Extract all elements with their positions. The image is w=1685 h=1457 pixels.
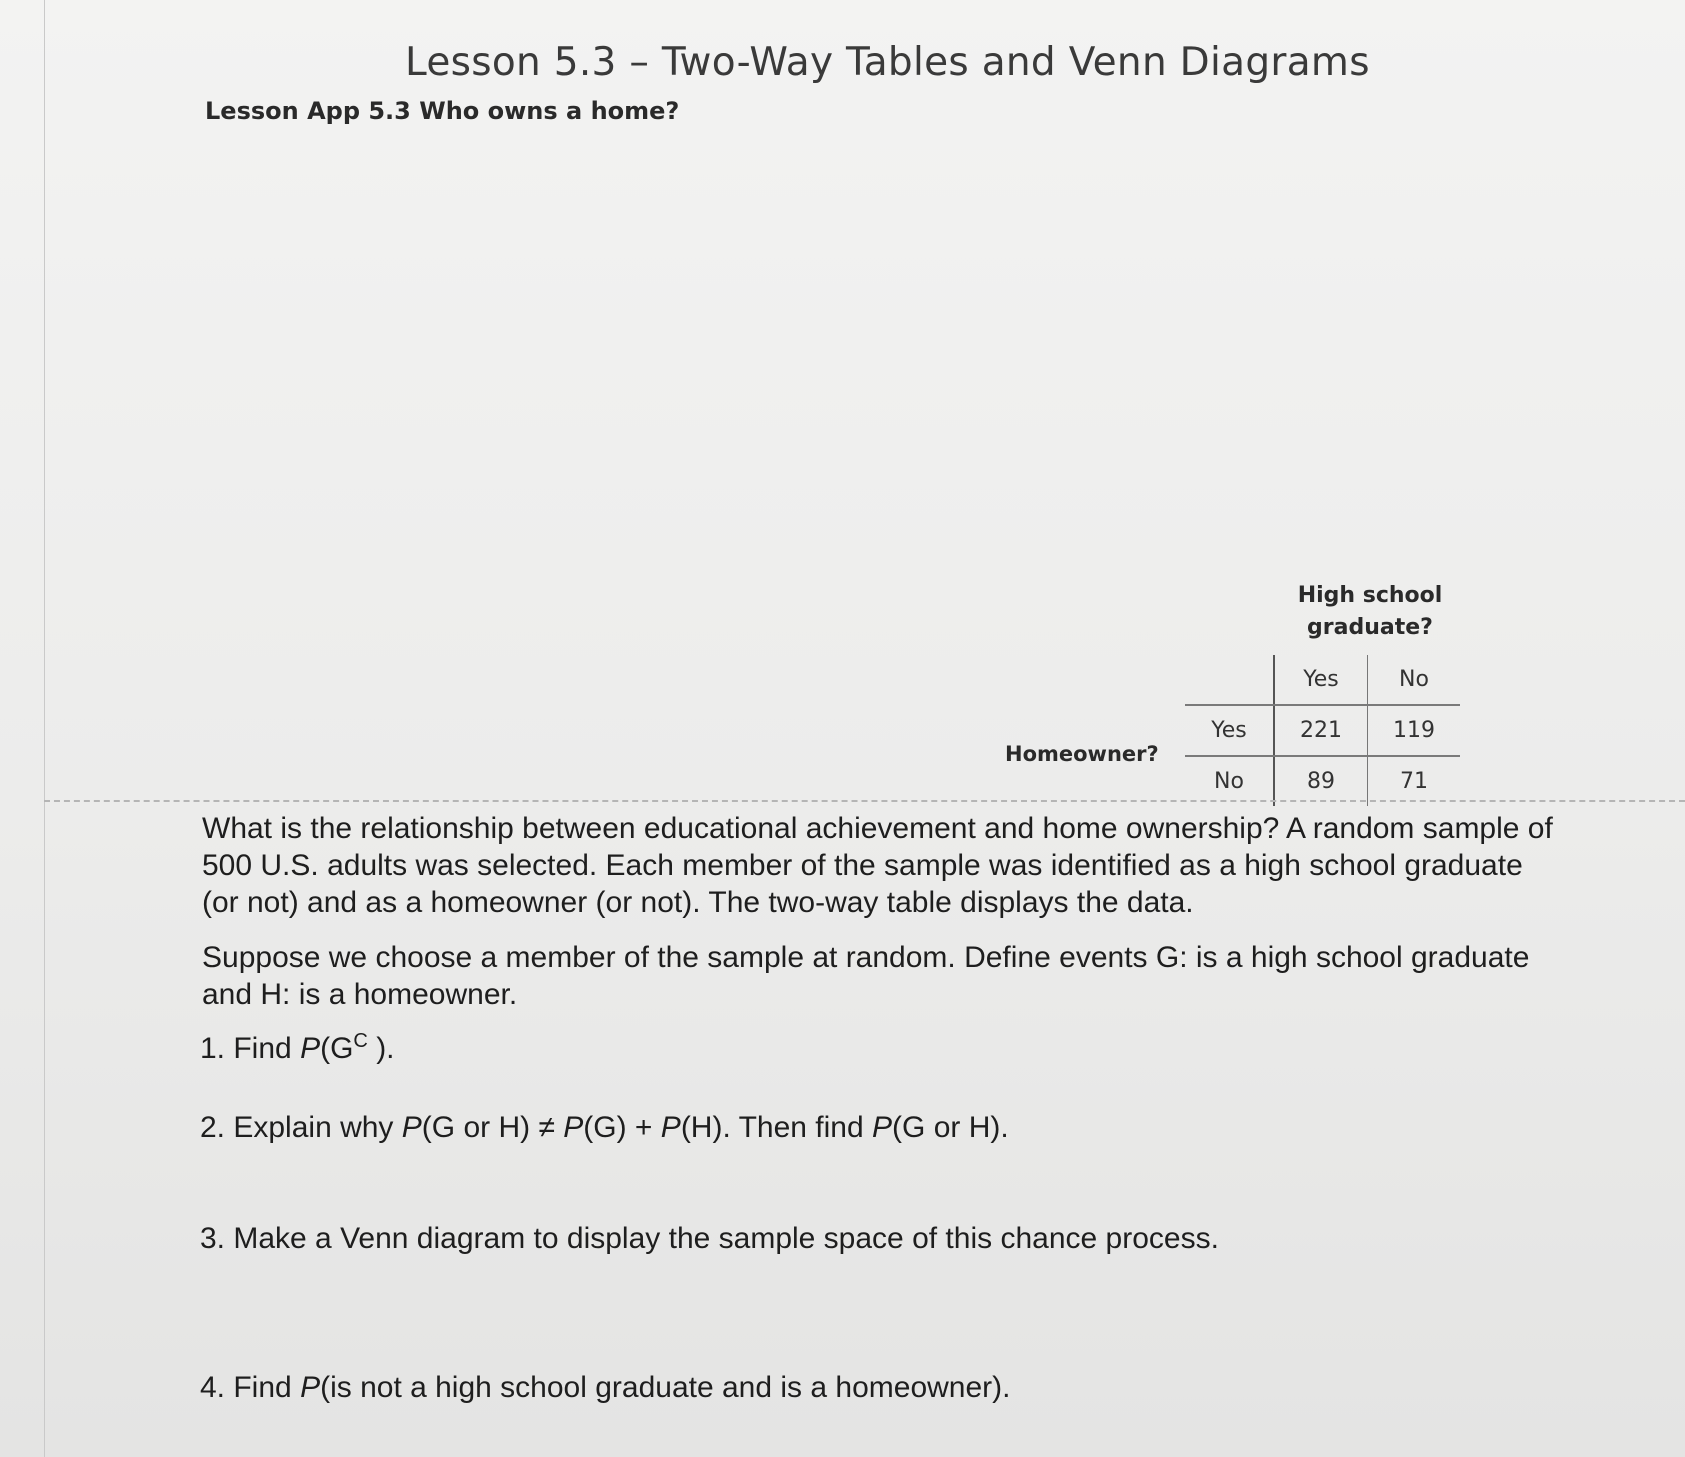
question-4-prefix: 4. Find: [200, 1371, 301, 1404]
section-divider: [44, 800, 1685, 802]
question-1-prefix: 1. Find: [200, 1032, 301, 1065]
question-2-part: (G or H).: [892, 1111, 1009, 1144]
question-2-part: (G or H) ≠: [421, 1111, 564, 1144]
question-2-part: (H). Then find: [680, 1111, 873, 1144]
prob-symbol: P: [563, 1111, 584, 1144]
prob-symbol: P: [300, 1371, 321, 1404]
question-3: 3. Make a Venn diagram to display the sample space of this chance process.: [200, 1222, 1219, 1255]
intro-paragraph: What is the relationship between educational achievement and home ownership? A random sample of 500 U.S. adults was selected. Each member of the sample was identified as a high school graduate (or not) and as a homeowner (or not). The two-way table displays the data.: [202, 812, 1553, 919]
complement-superscript: C: [353, 1030, 368, 1052]
setup-paragraph: Suppose we choose a member of the sample at random. Define events G: is a high school graduate and H: is a homeowner.: [202, 941, 1530, 1011]
lesson-title: Lesson 5.3 – Two-Way Tables and Venn Diagrams: [405, 40, 1370, 85]
column-label-line2: graduate?: [1307, 615, 1433, 640]
lesson-subtitle: Lesson App 5.3 Who owns a home?: [205, 97, 680, 125]
table-header-row: [1185, 655, 1460, 705]
row-label-no: No: [1214, 769, 1244, 794]
page-left-edge: [44, 0, 45, 1457]
question-2-prefix: 2. Explain why: [200, 1111, 402, 1144]
table-cell: 89: [1274, 756, 1368, 806]
row-variable-label: Homeowner?: [1005, 742, 1159, 766]
table-row: [1185, 705, 1460, 756]
question-1-arg: (G: [320, 1032, 354, 1065]
two-way-table: [1185, 655, 1460, 806]
question-4: [200, 1371, 1011, 1405]
question-2-part: (G) +: [583, 1111, 661, 1144]
question-4-rest: (is not a high school graduate and is a homeowner).: [320, 1371, 1011, 1404]
column-label-line1: High school: [1297, 583, 1443, 608]
table-cell: 71: [1368, 756, 1461, 806]
question-1: [200, 1030, 395, 1066]
table-corner-cell: [1185, 655, 1274, 705]
prob-symbol: P: [300, 1032, 321, 1065]
question-1-end: ).: [367, 1032, 395, 1065]
question-2: [200, 1111, 1009, 1145]
prob-symbol: P: [401, 1111, 422, 1144]
table-cell: 221: [1274, 705, 1368, 756]
column-variable-label: [1270, 580, 1470, 644]
prob-symbol: P: [872, 1111, 893, 1144]
table-cell: 119: [1368, 705, 1461, 756]
prob-symbol: P: [660, 1111, 681, 1144]
table-row: [1185, 756, 1460, 806]
column-label-no: No: [1368, 655, 1461, 705]
row-label-yes: Yes: [1185, 705, 1274, 756]
column-label-yes: Yes: [1274, 655, 1368, 705]
